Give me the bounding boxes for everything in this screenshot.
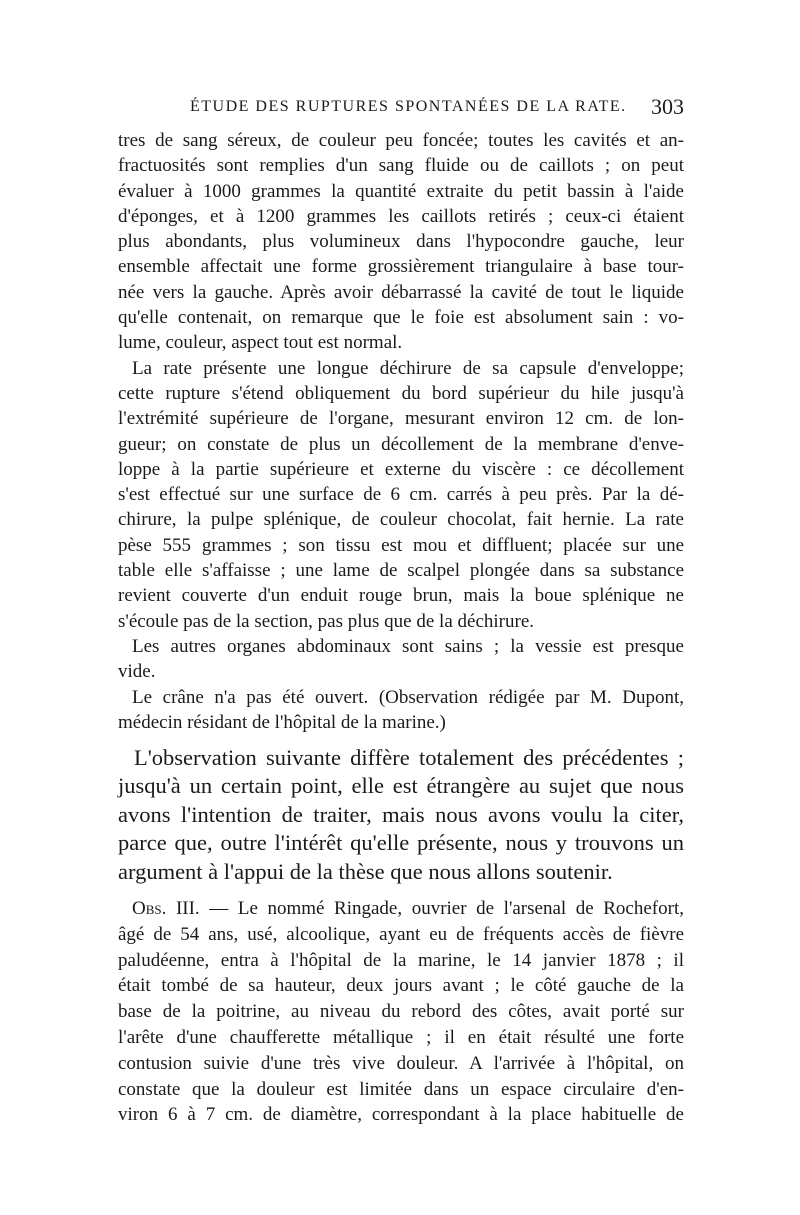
- text-line: table elle s'affaisse ; une lame de scalpel plongée dans sa substance: [118, 560, 684, 582]
- observation-label: Obs. III.: [132, 898, 200, 919]
- text-line: qu'elle contenait, on remarque que le foie est absolument sain : vo-: [118, 307, 684, 329]
- page-number: 303: [651, 94, 684, 119]
- text-line: l'extrémité supérieure de l'organe, mesurant environ 12 cm. de lon-: [118, 408, 684, 430]
- text-line: l'arête d'une chaufferette métallique ; il en était résulté une forte: [118, 1026, 684, 1048]
- text-line: médecin résidant de l'hôpital de la marine.): [118, 711, 446, 733]
- text-line: L'observation suivante diffère totalement des précédentes ;: [134, 745, 684, 770]
- text-line: Le crâne n'a pas été ouvert. (Observation rédigée par M. Dupont,: [132, 686, 684, 708]
- text-line: parce que, outre l'intérêt qu'elle présente, nous y trouvons un: [118, 830, 684, 856]
- text-line: s'est effectué sur une surface de 6 cm. carrés à peu près. Par la dé-: [118, 484, 684, 506]
- observation-iii: [118, 896, 684, 1128]
- text-line: tres de sang séreux, de couleur peu foncée; toutes les cavités et an-: [118, 130, 684, 151]
- text-line: née vers la gauche. Après avoir débarrassé la cavité de tout le liquide: [118, 281, 684, 303]
- text-line: contusion suivie d'une très vive douleur. A l'arrivée à l'hôpital, on: [118, 1052, 684, 1074]
- autopsy-paragraphs: [118, 128, 684, 735]
- text-fragment: — Le nommé Ringade, ouvrier de l'arsenal de Rochefort,: [199, 898, 684, 919]
- text-line: pèse 555 grammes ; son tissu est mou et diffluent; placée sur une: [118, 534, 684, 556]
- text-line: avons l'intention de traiter, mais nous avons voulu la citer,: [118, 801, 684, 827]
- text-line: fractuosités sont remplies d'un sang fluide ou de caillots ; on peut: [118, 155, 684, 177]
- text-line: s'écoule pas de la section, pas plus que de la déchirure.: [118, 610, 534, 632]
- text-line: paludéenne, entra à l'hôpital de la marine, le 14 janvier 1878 ; il: [118, 949, 684, 971]
- text-line: argument à l'appui de la thèse que nous allons soutenir.: [118, 858, 613, 884]
- text-line: vide.: [118, 661, 156, 683]
- running-title: ÉTUDE DES RUPTURES SPONTANÉES DE LA RATE.: [190, 98, 627, 115]
- text-line: cette rupture s'étend obliquement du bord supérieur du hile jusqu'à: [118, 382, 684, 404]
- text-line: Les autres organes abdominaux sont sains ; la vessie est presque: [132, 635, 684, 657]
- page-header: [118, 94, 684, 124]
- text-line: ensemble affectait une forme grossièrement triangulaire à base tour-: [118, 256, 684, 278]
- text-line: base de la poitrine, au niveau du rebord des côtes, avait porté sur: [118, 1001, 684, 1023]
- text-line: viron 6 à 7 cm. de diamètre, correspondant à la place habituelle de: [118, 1104, 684, 1126]
- text-line: lume, couleur, aspect tout est normal.: [118, 332, 403, 354]
- text-line: âgé de 54 ans, usé, alcoolique, ayant eu de fréquents accès de fièvre: [118, 923, 684, 945]
- text-line: était tombé de sa hauteur, deux jours avant ; le côté gauche de la: [118, 975, 684, 997]
- text-line: [118, 896, 684, 922]
- text-line: gueur; on constate de plus un décollement de la membrane d'enve-: [118, 433, 684, 455]
- text-line: d'éponges, et à 1200 grammes les caillots retirés ; ceux-ci étaient: [118, 205, 684, 227]
- text-line: revient couverte d'un enduit rouge brun, mais la boue splénique ne: [118, 585, 684, 607]
- transition-paragraph: [118, 744, 684, 886]
- text-line: évaluer à 1000 grammes la quantité extraite du petit bassin à l'aide: [118, 180, 684, 202]
- text-line: jusqu'à un certain point, elle est étrangère au sujet que nous: [118, 773, 684, 799]
- text-line: plus abondants, plus volumineux dans l'hypocondre gauche, leur: [118, 231, 684, 253]
- text-line: constate que la douleur est limitée dans un espace circulaire d'en-: [118, 1078, 684, 1100]
- text-line: chirure, la pulpe splénique, de couleur chocolat, fait hernie. La rate: [118, 509, 684, 531]
- text-line: La rate présente une longue déchirure de sa capsule d'enveloppe;: [132, 357, 684, 379]
- text-line: loppe à la partie supérieure et externe du viscère : ce décollement: [118, 458, 684, 480]
